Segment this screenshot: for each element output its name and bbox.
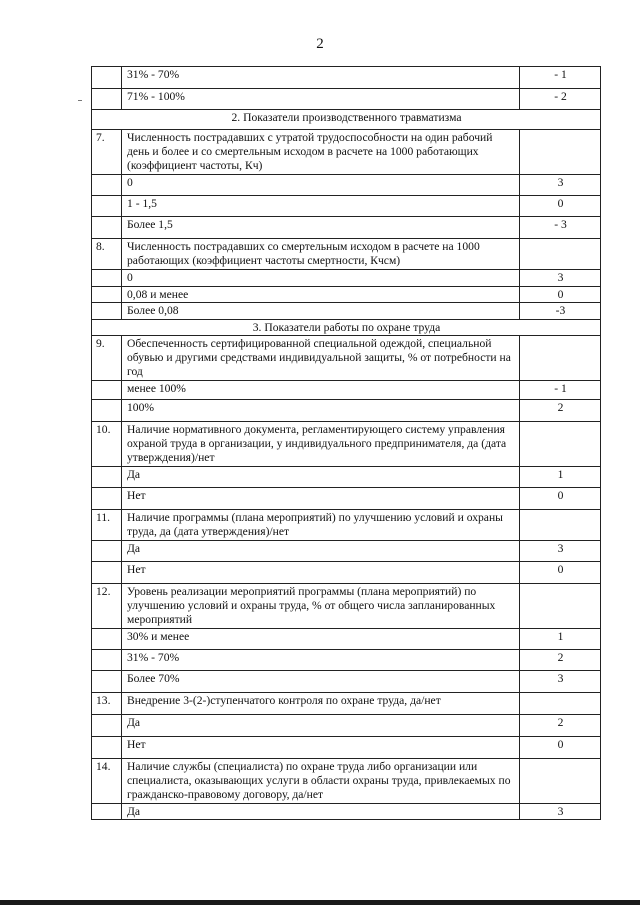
option-row	[92, 629, 601, 650]
option-row	[92, 562, 601, 584]
row-number	[92, 67, 122, 89]
indicator-row	[92, 510, 601, 541]
option-text: Да	[122, 467, 520, 488]
row-number	[92, 737, 122, 759]
option-row	[92, 89, 601, 110]
option-row	[92, 287, 601, 303]
option-text: 31% - 70%	[122, 650, 520, 671]
option-row	[92, 175, 601, 196]
option-row	[92, 196, 601, 217]
indicator-text: Численность пострадавших с утратой трудоспособности на один рабочий день и более и со смертельным исходом в расчете на 1000 работающих (коэффициент частоты, Кч)	[122, 130, 520, 175]
option-row	[92, 715, 601, 737]
option-row	[92, 541, 601, 562]
score-value: 1	[520, 467, 601, 488]
option-row	[92, 737, 601, 759]
row-number	[92, 400, 122, 422]
option-text: Да	[122, 715, 520, 737]
option-text: Да	[122, 541, 520, 562]
option-text: Более 0,08	[122, 303, 520, 320]
option-row	[92, 671, 601, 693]
score-value: - 1	[520, 67, 601, 89]
option-text: 30% и менее	[122, 629, 520, 650]
score-value: 3	[520, 541, 601, 562]
option-text: Более 70%	[122, 671, 520, 693]
row-number: 10.	[92, 422, 122, 467]
score-value: 1	[520, 629, 601, 650]
score-value: 3	[520, 671, 601, 693]
indicator-text: Внедрение 3-(2-)ступенчатого контроля по охране труда, да/нет	[122, 693, 520, 715]
option-text: 31% - 70%	[122, 67, 520, 89]
score-value: - 2	[520, 89, 601, 110]
option-row	[92, 303, 601, 320]
option-text: 0,08 и менее	[122, 287, 520, 303]
score-value: -3	[520, 303, 601, 320]
score-value: - 1	[520, 381, 601, 400]
score-value: 3	[520, 270, 601, 287]
score-value: - 3	[520, 217, 601, 239]
section-title: 2. Показатели производственного травматизма	[92, 110, 601, 130]
indicator-text: Наличие программы (плана мероприятий) по улучшению условий и охраны труда, да (дата утверждения)/нет	[122, 510, 520, 541]
row-number	[92, 287, 122, 303]
option-text: менее 100%	[122, 381, 520, 400]
row-number: 14.	[92, 759, 122, 804]
score-value: 0	[520, 737, 601, 759]
row-number	[92, 715, 122, 737]
indicator-row	[92, 130, 601, 175]
indicator-row	[92, 239, 601, 270]
option-row	[92, 381, 601, 400]
row-number	[92, 650, 122, 671]
option-row	[92, 270, 601, 287]
option-text: 0	[122, 270, 520, 287]
criteria-table	[91, 66, 601, 820]
scan-mark	[78, 100, 82, 101]
score-value	[520, 584, 601, 629]
score-value	[520, 336, 601, 381]
row-number	[92, 381, 122, 400]
row-number: 13.	[92, 693, 122, 715]
row-number: 9.	[92, 336, 122, 381]
row-number	[92, 629, 122, 650]
row-number	[92, 467, 122, 488]
row-number: 8.	[92, 239, 122, 270]
row-number	[92, 196, 122, 217]
option-row	[92, 467, 601, 488]
indicator-text: Наличие нормативного документа, регламентирующего систему управления охраной труда в организации, у индивидуального предпринимателя, да (дата утверждения)/нет	[122, 422, 520, 467]
score-value: 3	[520, 804, 601, 820]
row-number: 11.	[92, 510, 122, 541]
score-value: 0	[520, 287, 601, 303]
scan-edge	[0, 900, 640, 905]
option-text: Да	[122, 804, 520, 820]
indicator-text: Уровень реализации мероприятий программы (плана мероприятий) по улучшению условий и охраны труда, % от общего числа запланированных мероприятий	[122, 584, 520, 629]
page-number: 2	[316, 36, 324, 52]
option-row	[92, 217, 601, 239]
score-value: 0	[520, 196, 601, 217]
score-value: 3	[520, 175, 601, 196]
row-number: 7.	[92, 130, 122, 175]
score-value	[520, 239, 601, 270]
score-value	[520, 759, 601, 804]
option-text: Нет	[122, 488, 520, 510]
score-value: 0	[520, 488, 601, 510]
row-number	[92, 303, 122, 320]
indicator-text: Наличие службы (специалиста) по охране труда либо организации или специалиста, оказывающих услуги в области охраны труда, привлекаемых по гражданско-правовому договору, да/нет	[122, 759, 520, 804]
row-number	[92, 671, 122, 693]
score-value: 2	[520, 715, 601, 737]
row-number: 12.	[92, 584, 122, 629]
section-header-row	[92, 110, 601, 130]
score-value	[520, 510, 601, 541]
score-value	[520, 422, 601, 467]
indicator-row	[92, 584, 601, 629]
row-number	[92, 488, 122, 510]
score-value: 2	[520, 650, 601, 671]
row-number	[92, 541, 122, 562]
option-text: Нет	[122, 562, 520, 584]
option-text: 71% - 100%	[122, 89, 520, 110]
option-text: Более 1,5	[122, 217, 520, 239]
indicator-row	[92, 693, 601, 715]
option-text: 0	[122, 175, 520, 196]
row-number	[92, 89, 122, 110]
section-header-row	[92, 320, 601, 336]
score-value	[520, 130, 601, 175]
option-text: 1 - 1,5	[122, 196, 520, 217]
section-title: 3. Показатели работы по охране труда	[92, 320, 601, 336]
option-text: Нет	[122, 737, 520, 759]
score-value	[520, 693, 601, 715]
row-number	[92, 270, 122, 287]
row-number	[92, 217, 122, 239]
row-number	[92, 562, 122, 584]
option-row	[92, 488, 601, 510]
indicator-row	[92, 336, 601, 381]
option-row	[92, 804, 601, 820]
score-value: 0	[520, 562, 601, 584]
score-value: 2	[520, 400, 601, 422]
option-row	[92, 67, 601, 89]
row-number	[92, 175, 122, 196]
row-number	[92, 804, 122, 820]
indicator-text: Численность пострадавших со смертельным исходом в расчете на 1000 работающих (коэффициент частоты смертности, Кчсм)	[122, 239, 520, 270]
indicator-row	[92, 759, 601, 804]
indicator-text: Обеспеченность сертифицированной специальной одеждой, специальной обувью и другими средствами индивидуальной защиты, % от потребности на год	[122, 336, 520, 381]
indicator-row	[92, 422, 601, 467]
option-text: 100%	[122, 400, 520, 422]
option-row	[92, 650, 601, 671]
option-row	[92, 400, 601, 422]
